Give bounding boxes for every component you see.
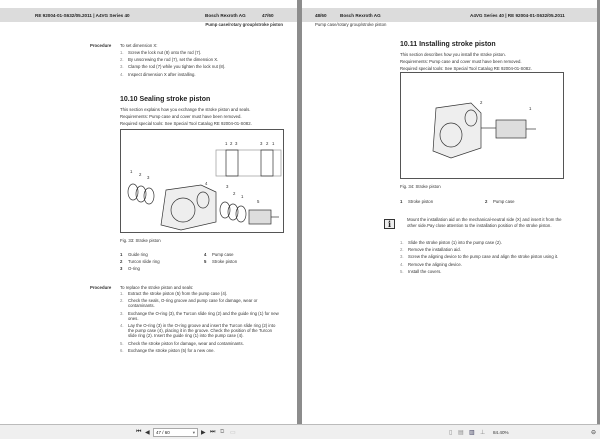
step-item xyxy=(120,298,282,308)
step-number: 5. xyxy=(120,340,124,346)
step-text: Screw the aligning device to the pump case and align the stroke piston using it. xyxy=(408,254,559,260)
callout: 1 xyxy=(130,169,133,174)
step-item xyxy=(400,269,570,274)
procedure-label: Procedure xyxy=(90,43,112,48)
step-text: Clamp the rod (7) while you tighten the lock nut (8). xyxy=(128,64,226,70)
step-text: Check the seals, O-ring groove and pump case for damage, wear or contaminants. xyxy=(128,298,258,309)
step-text: Screw the lock nut (8) onto the rod (7). xyxy=(128,50,202,55)
subheader: Pump case/rotary group/stroke piston xyxy=(205,22,283,27)
single-page-view-icon[interactable]: ▯ xyxy=(449,430,453,436)
legend-label: Pump case xyxy=(212,252,234,257)
first-page-icon[interactable]: ⏮ xyxy=(136,429,142,435)
step-number: 4. xyxy=(400,261,404,267)
section-title: 10.11 Installing stroke piston xyxy=(400,41,496,48)
step-item xyxy=(120,291,282,296)
step-item xyxy=(120,72,285,77)
step-item xyxy=(120,50,285,55)
step-number: 5. xyxy=(400,268,404,274)
figure-caption: Fig. 33: Stroke piston xyxy=(120,238,161,243)
step-text: Inspect dimension X after installing. xyxy=(128,71,196,77)
callout: 1 xyxy=(225,141,228,146)
step-number: 1. xyxy=(120,291,124,296)
legend-number: 5 xyxy=(204,259,207,264)
step-item xyxy=(120,57,285,62)
legend-label: Pump case xyxy=(493,199,515,204)
section-text: Required special tools: See Special Tool Catalog RE 92004-01-S082. xyxy=(120,121,252,126)
step-text: Remove the aligning device. xyxy=(408,261,462,267)
step-number: 2. xyxy=(400,247,404,253)
right-page xyxy=(302,0,597,424)
section-text: This section describes how you install the stroke piston. xyxy=(400,52,506,57)
legend-label: Turcon slide ring xyxy=(128,259,160,264)
doc-id: RE 92004-01-S632/05.2011 | A4VG Series 40 xyxy=(35,13,130,18)
callout: 5 xyxy=(257,199,260,204)
fit-width-icon[interactable]: ⊥ xyxy=(480,430,486,436)
step-text: Lay the O-ring (3) in the O-ring groove and insert the Turcon slide ring (2) into the pump case (4), placing it in the groove. Check the position of the Turcon slide ring (2). Insert the guide ring (1) into the pump case (4). xyxy=(128,323,276,339)
left-page xyxy=(0,0,297,424)
figure-stroke-piston-install xyxy=(400,72,564,179)
section-text: Requirements: Pump case and cover must have been removed. xyxy=(120,114,242,119)
pdf-viewer-toolbar xyxy=(0,424,600,439)
procedure-steps xyxy=(120,291,282,355)
legend-label: Stroke piston xyxy=(408,199,434,204)
section-text: This section explains how you exchange the stroke piston and seals. xyxy=(120,107,251,112)
info-note: Mount the installation aid on the mechanical-neutral side (X) and insert it from the other side.Pay close attention to the installation position of the stroke piston. xyxy=(407,217,562,228)
step-number: 1. xyxy=(120,50,124,55)
doc-id: A4VG Series 40 | RE 92004-01-S632/05.2011 xyxy=(470,13,565,18)
step-number: 2. xyxy=(120,57,124,63)
info-icon: i xyxy=(384,219,395,229)
legend-number: 4 xyxy=(204,252,207,257)
step-text: Remove the installation aid. xyxy=(408,247,461,253)
page-number: 47/60 xyxy=(262,13,274,18)
step-item xyxy=(400,240,570,245)
step-number: 1. xyxy=(400,240,404,245)
procedure-label: Procedure xyxy=(90,285,112,290)
step-text: By unscrewing the rod (7), set the dimension X. xyxy=(128,57,219,63)
callout: 3 xyxy=(226,184,229,189)
page-header xyxy=(0,8,297,22)
zoom-level[interactable]: 84.40% xyxy=(493,430,509,435)
section-text: Required special tools: See Special Tool Catalog RE 92004-01-S082. xyxy=(400,66,532,71)
step-text: Check the stroke piston for damage, wear and contaminants. xyxy=(128,340,244,346)
callout: 3 xyxy=(235,141,238,146)
step-number: 3. xyxy=(120,64,124,70)
step-number: 3. xyxy=(120,310,124,316)
step-number: 4. xyxy=(120,71,124,77)
company: Bosch Rexroth AG xyxy=(205,13,246,18)
two-page-view-icon[interactable]: ▥ xyxy=(469,430,475,436)
step-text: Slide the stroke piston (1) into the pump case (2). xyxy=(408,240,502,245)
figure-caption: Fig. 34: Stroke piston xyxy=(400,184,441,189)
install-steps xyxy=(400,240,570,276)
callout: 2 xyxy=(139,172,142,177)
copy-icon[interactable]: ⧉ xyxy=(220,429,225,435)
callout: 1 xyxy=(241,194,244,199)
step-text: Exchange the O-ring (3), the Turcon slide ring (2) and the guide ring (1) for new ones. xyxy=(128,310,279,321)
step-item xyxy=(120,64,285,69)
step-item xyxy=(400,247,570,252)
step-item xyxy=(120,323,282,339)
procedure-intro: To set dimension X: xyxy=(120,43,158,48)
previous-page-icon[interactable]: ◀ xyxy=(145,430,150,436)
section-title: 10.10 Sealing stroke piston xyxy=(120,96,211,103)
figure-stroke-piston-exploded xyxy=(120,129,284,233)
legend-number: 2 xyxy=(485,199,488,204)
subheader: Pump case/rotary group/stroke piston xyxy=(315,22,387,27)
step-item xyxy=(120,348,282,353)
step-text: Exchange the stroke piston (5) for a new one. xyxy=(128,347,215,353)
page-number: 48/60 xyxy=(315,13,327,18)
install-drawing xyxy=(401,73,565,180)
legend-label: O-ring xyxy=(128,266,140,271)
page-value: 47 / 60 xyxy=(156,430,170,435)
legend-number: 3 xyxy=(120,266,123,271)
callout: 1 xyxy=(272,141,275,146)
step-number: 3. xyxy=(400,254,404,260)
callout: 3 xyxy=(147,175,150,180)
callout: 2 xyxy=(230,141,233,146)
legend-label: Guide ring xyxy=(128,252,148,257)
dropdown-icon[interactable]: ▾ xyxy=(192,430,195,435)
step-item xyxy=(400,262,570,267)
callout: 4 xyxy=(205,181,208,186)
continuous-view-icon[interactable]: ▤ xyxy=(458,430,464,436)
callout: 1 xyxy=(529,106,532,111)
callout: 2 xyxy=(480,100,483,105)
step-number: 4. xyxy=(120,323,124,329)
legend-label: Stroke piston xyxy=(212,259,238,264)
step-text: Install the covers. xyxy=(408,268,442,274)
legend-number: 1 xyxy=(120,252,123,257)
step-number: 6. xyxy=(120,347,124,353)
select-icon[interactable]: ▭ xyxy=(230,430,236,436)
step-number: 2. xyxy=(120,298,124,304)
last-page-icon[interactable]: ⏭ xyxy=(210,429,216,435)
step-item xyxy=(120,311,282,321)
legend-number: 2 xyxy=(120,259,123,264)
callout: 2 xyxy=(233,191,236,196)
procedure-steps xyxy=(120,50,285,79)
zoom-menu-icon[interactable]: ⊖ xyxy=(591,430,597,436)
company: Bosch Rexroth AG xyxy=(340,13,381,18)
procedure-intro: To replace the stroke piston and seals: xyxy=(120,285,194,290)
callout: 3 xyxy=(260,141,263,146)
page-number-input[interactable] xyxy=(153,428,198,437)
legend-number: 1 xyxy=(400,199,403,204)
callout: 2 xyxy=(266,141,269,146)
step-item xyxy=(120,341,282,346)
page-header xyxy=(302,8,597,22)
step-item xyxy=(400,254,570,259)
step-text: Extract the stroke piston (5) from the pump case (4). xyxy=(128,291,228,296)
next-page-icon[interactable]: ▶ xyxy=(201,430,206,436)
section-text: Requirements: Pump case and cover must have been removed. xyxy=(400,59,522,64)
